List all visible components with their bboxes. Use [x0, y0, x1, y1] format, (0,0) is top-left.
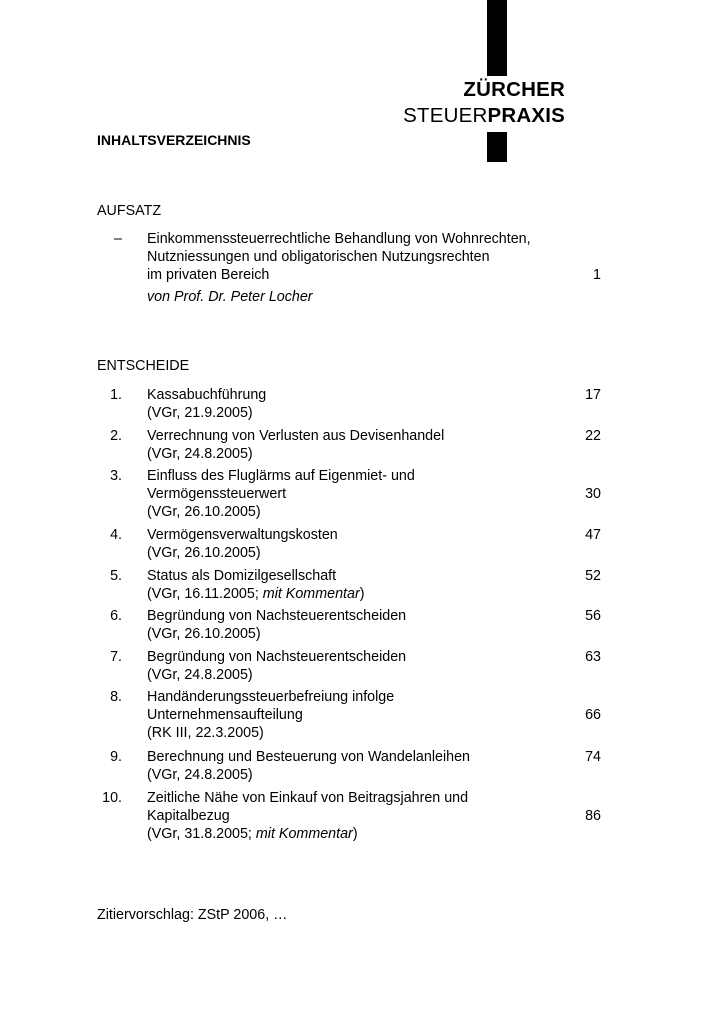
list-item [97, 607, 601, 643]
page-number: 17 [585, 387, 601, 403]
entry-source: (VGr, 26.10.2005) [147, 626, 261, 642]
entry-source: (VGr, 26.10.2005) [147, 504, 261, 520]
entry-title-line: Vermögensverwaltungskosten [147, 527, 338, 543]
list-item [97, 688, 601, 742]
aufsatz-entry [97, 230, 601, 306]
entry-title-line: Kassabuchführung [147, 387, 267, 403]
page-number: 63 [585, 649, 601, 665]
list-item [97, 467, 601, 521]
item-number: 7. [110, 649, 122, 665]
logo-word-bold: PRAXIS [487, 104, 565, 127]
entry-author: von Prof. Dr. Peter Locher [147, 289, 313, 305]
entry-title-line: Handänderungssteuerbefreiung infolge [147, 689, 395, 705]
item-number: 10. [102, 790, 122, 806]
entry-title-line: Unternehmensaufteilung [147, 707, 303, 723]
entry-title-line: Verrechnung von Verlusten aus Devisenhandel [147, 428, 445, 444]
entry-source: (VGr, 21.9.2005) [147, 405, 253, 421]
item-number: 5. [110, 568, 122, 584]
item-number: 3. [110, 468, 122, 484]
list-item [97, 789, 601, 843]
section-heading-aufsatz: AUFSATZ [97, 203, 162, 219]
list-item [97, 526, 601, 562]
source-text: (VGr, 16.11.2005; [147, 586, 263, 602]
entry-source [147, 825, 358, 843]
logo-bar-bottom [487, 132, 507, 162]
source-comment: mit Kommentar [255, 826, 353, 842]
source-close: ) [359, 586, 365, 602]
page-number: 66 [585, 707, 601, 723]
entry-title-line: Begründung von Nachsteuerentscheiden [147, 649, 407, 665]
page-number: 52 [585, 568, 601, 584]
entry-title-line: Einfluss des Fluglärms auf Eigenmiet- und [147, 468, 415, 484]
list-item [97, 567, 601, 603]
item-number: 1. [110, 387, 122, 403]
entry-title-line: im privaten Bereich [147, 267, 270, 283]
citation-suggestion: Zitiervorschlag: ZStP 2006, … [97, 907, 288, 923]
entry-title-line: Vermögenssteuerwert [147, 486, 287, 502]
logo-bar-top [487, 0, 507, 76]
source-text: (VGr, 31.8.2005; [147, 826, 256, 842]
page-number: 74 [585, 749, 601, 765]
entry-title-line: Kapitalbezug [147, 808, 230, 824]
item-number: 4. [110, 527, 122, 543]
list-item [97, 748, 601, 784]
page-number: 1 [593, 267, 601, 283]
logo-title-line1: ZÜRCHER [463, 78, 565, 101]
page-number: 86 [585, 808, 601, 824]
entry-title-line: Nutzniessungen und obligatorischen Nutzungsrechten [147, 249, 490, 265]
page-number: 30 [585, 486, 601, 502]
page-number: 56 [585, 608, 601, 624]
entry-source: (VGr, 24.8.2005) [147, 446, 253, 462]
entry-source: (VGr, 24.8.2005) [147, 667, 253, 683]
logo-word-light: STEUER [403, 104, 488, 127]
entry-title-line: Status als Domizilgesellschaft [147, 568, 337, 584]
entry-title-line: Einkommenssteuerrechtliche Behandlung von Wohnrechten, [147, 231, 531, 247]
entry-source: (RK III, 22.3.2005) [147, 725, 264, 741]
entry-title-line: Begründung von Nachsteuerentscheiden [147, 608, 407, 624]
source-close: ) [352, 826, 358, 842]
item-number: 9. [110, 749, 122, 765]
page-number: 22 [585, 428, 601, 444]
entry-source: (VGr, 24.8.2005) [147, 767, 253, 783]
list-item [97, 386, 601, 422]
item-number: 6. [110, 608, 122, 624]
item-number: 2. [110, 428, 122, 444]
source-comment: mit Kommentar [262, 586, 360, 602]
entry-title-line: Zeitliche Nähe von Einkauf von Beitragsjahren und [147, 790, 469, 806]
entry-title-line: Berechnung und Besteuerung von Wandelanleihen [147, 749, 470, 765]
section-heading-entscheide: ENTSCHEIDE [97, 358, 190, 374]
list-item [97, 427, 601, 463]
list-dash: – [114, 231, 122, 247]
page-number: 47 [585, 527, 601, 543]
entry-source: (VGr, 26.10.2005) [147, 545, 261, 561]
entry-source [147, 585, 364, 603]
page-title: INHALTSVERZEICHNIS [97, 132, 251, 148]
list-item [97, 648, 601, 684]
logo-title-line2 [403, 104, 565, 128]
item-number: 8. [110, 689, 122, 705]
